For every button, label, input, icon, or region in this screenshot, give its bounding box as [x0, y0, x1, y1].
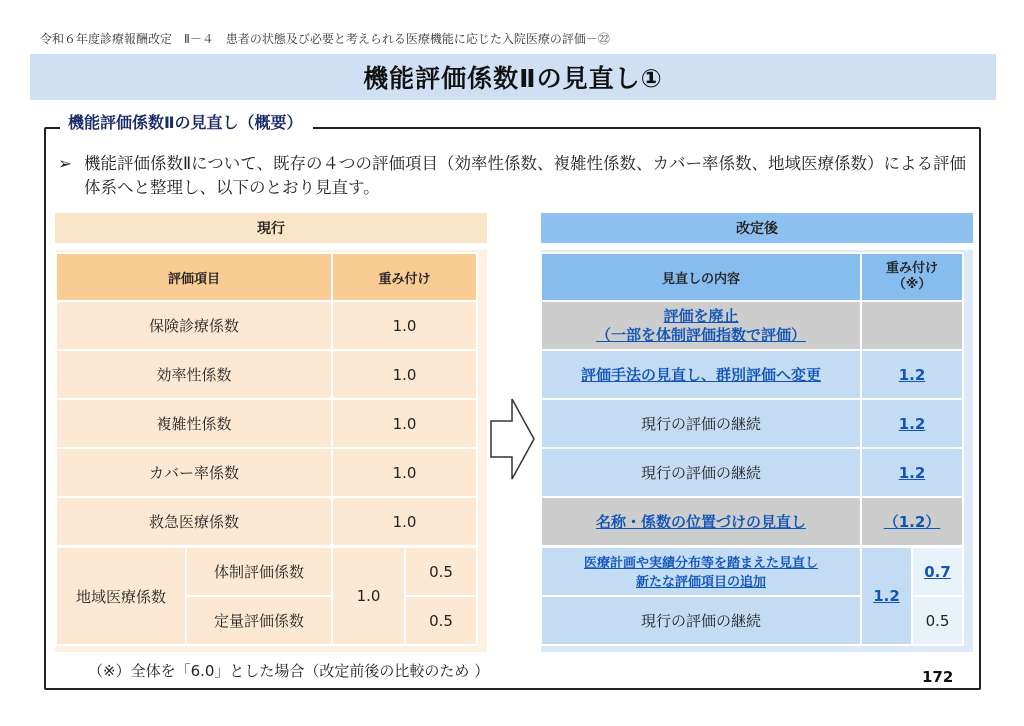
content-text: 現行の評価の継続: [640, 464, 761, 482]
sub-weight-cell: 0.5: [912, 596, 963, 645]
summary-text: 機能評価係数Ⅱについて、既存の４つの評価項目（効率性係数、複雑性係数、カバー率係数、地域医療係数）による評価体系へと整理し、以下のとおり見直す。: [84, 154, 966, 197]
revised-table: [540, 252, 964, 547]
weight-cell: 1.0: [332, 399, 477, 448]
sub-weight-cell: 0.5: [405, 547, 477, 596]
content-link[interactable]: 医療計画や実績分布等を踏まえた見直し 新たな評価項目の追加: [583, 555, 818, 590]
table-row: [541, 350, 963, 399]
weight-link[interactable]: 1.2: [898, 414, 926, 433]
revised-heading: 改定後: [541, 213, 973, 243]
column-header-weight: 重み付け: [332, 253, 477, 301]
sub-item-cell: 定量評価係数: [186, 596, 332, 645]
column-header-content: 見直しの内容: [541, 253, 861, 301]
table-row: [56, 547, 477, 596]
weight-cell: 1.0: [332, 301, 477, 350]
item-cell: 複雑性係数: [56, 399, 332, 448]
footnote: （※）全体を「6.0」とした場合（改定前後の比較のため ）: [88, 662, 490, 680]
content-text: 現行の評価の継続: [640, 612, 761, 630]
weight-cell: 1.0: [332, 350, 477, 399]
content-cell: [541, 547, 861, 596]
content-cell: [541, 301, 861, 350]
current-regional-table: [55, 546, 478, 646]
column-header-item: 評価項目: [56, 253, 332, 301]
column-header-weight: 重み付け （※）: [861, 253, 963, 301]
table-row: [541, 497, 963, 546]
page-number: 172: [922, 668, 954, 686]
item-cell: カバー率係数: [56, 448, 332, 497]
content-cell: [541, 596, 861, 645]
weight-cell: [861, 448, 963, 497]
table-row: [56, 301, 477, 350]
content-cell: [541, 399, 861, 448]
page-title: 機能評価係数Ⅱの見直し①: [363, 64, 663, 93]
table-row: [56, 497, 477, 546]
weight-link[interactable]: （1.2）: [883, 513, 941, 531]
revised-regional-table: [540, 546, 964, 646]
weight-link[interactable]: 0.7: [924, 562, 951, 581]
table-row: [541, 301, 963, 350]
table-row: [541, 547, 963, 596]
weight-cell: 1.0: [332, 448, 477, 497]
weight-cell: [861, 497, 963, 546]
content-link[interactable]: 評価手法の見直し、群別評価へ変更: [580, 366, 821, 384]
summary-bullet: [58, 152, 968, 200]
weight-cell: [861, 301, 963, 350]
weight-link[interactable]: 1.2: [873, 587, 900, 605]
right-arrow-icon: [488, 395, 538, 483]
regional-item-cell: 地域医療係数: [56, 547, 186, 645]
content-cell: [541, 448, 861, 497]
content-cell: [541, 497, 861, 546]
sub-item-cell: 体制評価係数: [186, 547, 332, 596]
bullet-arrow-icon: ➢: [58, 154, 72, 173]
content-cell: [541, 350, 861, 399]
breadcrumb: 令和６年度診療報酬改定 Ⅱ－４ 患者の状態及び必要と考えられる医療機能に応じた入院医療の評価－㉒: [40, 32, 610, 46]
weight-link[interactable]: 1.2: [898, 365, 926, 384]
content-link[interactable]: 名称・係数の位置づけの見直し: [595, 513, 806, 531]
table-row: [541, 399, 963, 448]
table-row: [56, 350, 477, 399]
current-table: [55, 252, 478, 547]
weight-link[interactable]: 1.2: [898, 463, 926, 482]
content-text: 現行の評価の継続: [640, 415, 761, 433]
section-label: 機能評価係数Ⅱの見直し（概要）: [60, 110, 313, 136]
sub-weight-cell: [912, 547, 963, 596]
weight-cell: [861, 350, 963, 399]
table-row: [56, 399, 477, 448]
current-heading: 現行: [55, 213, 487, 243]
item-cell: 効率性係数: [56, 350, 332, 399]
weight-cell: 1.0: [332, 497, 477, 546]
table-row: [541, 448, 963, 497]
weight-cell: [861, 399, 963, 448]
item-cell: 救急医療係数: [56, 497, 332, 546]
table-row: [56, 448, 477, 497]
table-header-row: [541, 253, 963, 301]
content-link[interactable]: 評価を廃止 （一部を体制評価指数で評価）: [595, 306, 806, 344]
table-header-row: [56, 253, 477, 301]
item-cell: 保険診療係数: [56, 301, 332, 350]
title-bar: [30, 54, 996, 100]
regional-weight-cell: 1.0: [332, 547, 405, 645]
sub-weight-cell: 0.5: [405, 596, 477, 645]
regional-weight-cell: [861, 547, 912, 645]
